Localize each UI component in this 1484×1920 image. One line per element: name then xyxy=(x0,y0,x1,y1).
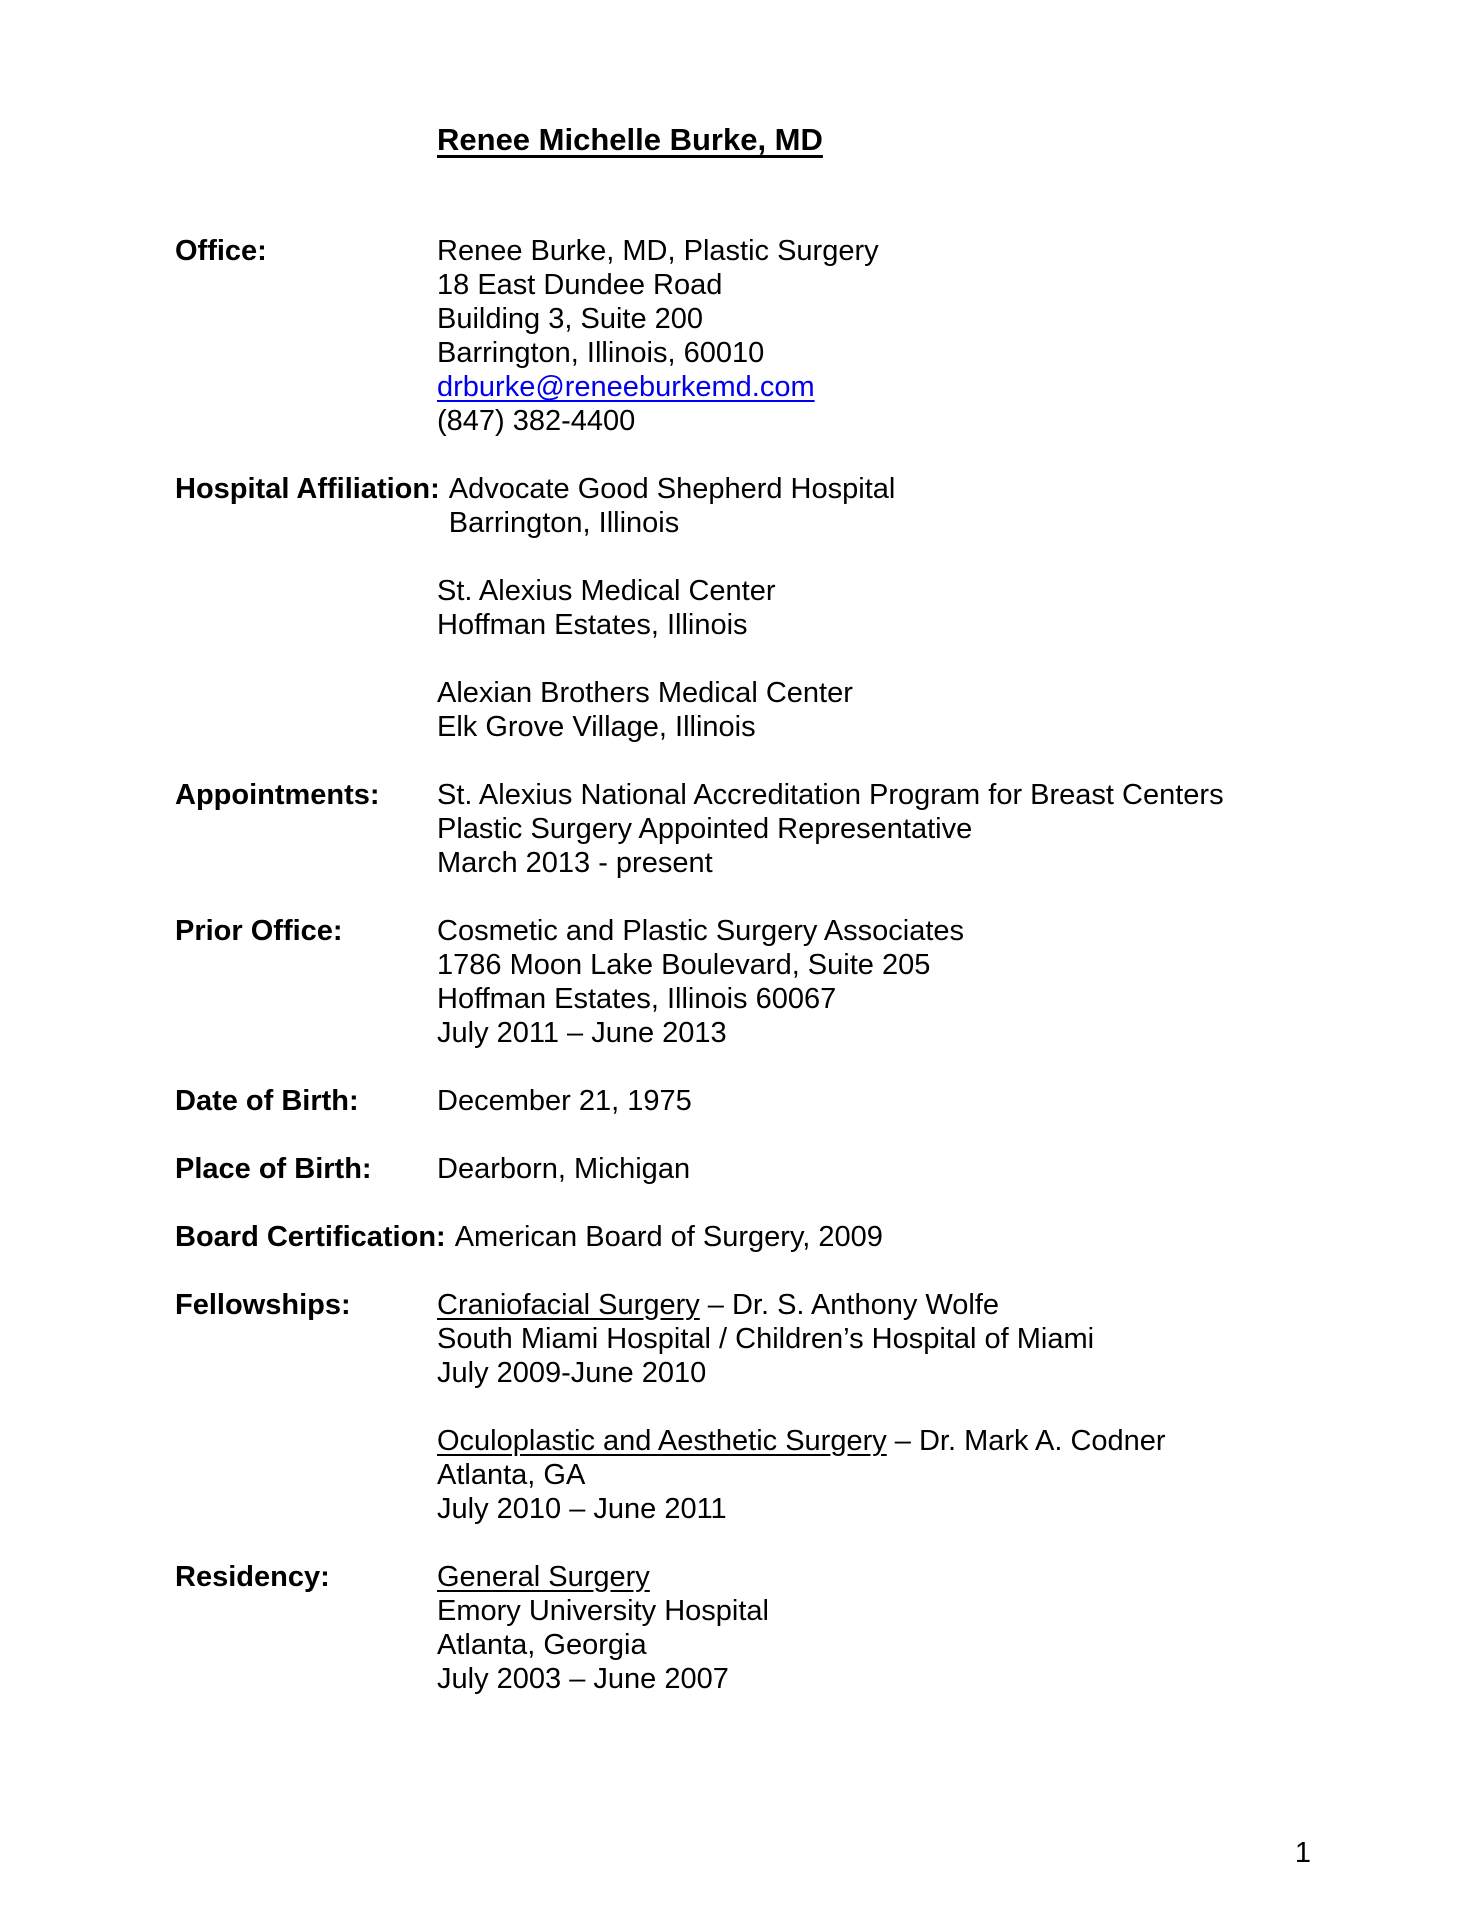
section-row xyxy=(175,1220,1344,1254)
section-line xyxy=(437,370,1344,404)
text-segment: St. Alexius Medical Center xyxy=(437,575,776,607)
section-row xyxy=(175,574,1344,642)
section-label: Fellowships: xyxy=(175,1289,351,1321)
section-line xyxy=(437,1594,1344,1628)
text-segment: – Dr. Mark A. Codner xyxy=(886,1425,1166,1457)
email-link[interactable]: drburke@reneeburkemd.com xyxy=(437,371,815,403)
section-line xyxy=(437,234,1344,268)
section-label: Office: xyxy=(175,235,267,267)
text-segment: Building 3, Suite 200 xyxy=(437,303,704,335)
sections xyxy=(175,234,1344,1696)
text-segment: Barrington, Illinois, 60010 xyxy=(437,337,765,369)
section-line xyxy=(437,1016,1344,1050)
section-content xyxy=(437,1152,1344,1186)
section-line xyxy=(437,1458,1344,1492)
text-segment: Emory University Hospital xyxy=(437,1595,769,1627)
section-content xyxy=(455,1220,1344,1254)
section-line xyxy=(437,1628,1344,1662)
text-segment: Elk Grove Village, Illinois xyxy=(437,711,756,743)
section-line xyxy=(449,472,1344,506)
text-segment: Dearborn, Michigan xyxy=(437,1153,691,1185)
section-label: Hospital Affiliation: xyxy=(175,473,440,505)
section-row xyxy=(175,234,1344,438)
text-segment: Cosmetic and Plastic Surgery Associates xyxy=(437,915,965,947)
section-line xyxy=(437,710,1344,744)
text-segment: December 21, 1975 xyxy=(437,1085,692,1117)
section-line xyxy=(437,1356,1344,1390)
underlined-text: Craniofacial Surgery xyxy=(437,1289,700,1321)
text-segment: St. Alexius National Accreditation Program for Breast Centers xyxy=(437,779,1224,811)
section-line xyxy=(449,506,1344,540)
text-segment: American Board of Surgery, 2009 xyxy=(454,1221,883,1253)
section-label: Place of Birth: xyxy=(175,1153,372,1185)
section-line xyxy=(437,1152,1344,1186)
text-segment: July 2010 – June 2011 xyxy=(437,1493,727,1525)
page-number: 1 xyxy=(1294,1837,1311,1869)
section-label: Prior Office: xyxy=(175,915,343,947)
text-segment: – Dr. S. Anthony Wolfe xyxy=(699,1289,1000,1321)
section-line xyxy=(437,336,1344,370)
section-label: Residency: xyxy=(175,1561,330,1593)
section-row xyxy=(175,1152,1344,1186)
section-line xyxy=(437,1288,1344,1322)
text-segment: July 2011 – June 2013 xyxy=(437,1017,727,1049)
section-content xyxy=(437,574,1344,642)
section-line xyxy=(437,1424,1344,1458)
text-segment: Atlanta, Georgia xyxy=(437,1629,647,1661)
section-line xyxy=(437,268,1344,302)
section-line xyxy=(437,574,1344,608)
section-content xyxy=(449,472,1344,540)
text-segment: 1786 Moon Lake Boulevard, Suite 205 xyxy=(437,949,931,981)
text-segment: (847) 382-4400 xyxy=(437,405,636,437)
section-line xyxy=(437,676,1344,710)
section-content xyxy=(437,778,1344,880)
underlined-text: General Surgery xyxy=(437,1561,650,1593)
section-line xyxy=(437,846,1344,880)
section-label: Board Certification: xyxy=(175,1221,446,1253)
section-row xyxy=(175,472,1344,540)
text-segment: Hoffman Estates, Illinois xyxy=(437,609,748,641)
section-line xyxy=(437,982,1344,1016)
section-line xyxy=(437,1492,1344,1526)
section-line xyxy=(437,778,1344,812)
section-line xyxy=(437,608,1344,642)
section-content xyxy=(437,234,1344,438)
section-line xyxy=(437,1084,1344,1118)
section-content xyxy=(437,1288,1344,1390)
underlined-text: Oculoplastic and Aesthetic Surgery xyxy=(437,1425,887,1457)
section-line xyxy=(437,914,1344,948)
section-row xyxy=(175,1560,1344,1696)
section-line xyxy=(437,404,1344,438)
section-row xyxy=(175,1084,1344,1118)
section-line xyxy=(437,302,1344,336)
section-line xyxy=(437,948,1344,982)
section-label: Appointments: xyxy=(175,779,380,811)
section-line xyxy=(437,1662,1344,1696)
section-row xyxy=(175,778,1344,880)
section-content xyxy=(437,914,1344,1050)
section-line xyxy=(455,1220,1344,1254)
section-content xyxy=(437,1560,1344,1696)
text-segment: South Miami Hospital / Children’s Hospital of Miami xyxy=(437,1323,1095,1355)
section-content xyxy=(437,676,1344,744)
text-segment: Advocate Good Shepherd Hospital xyxy=(448,473,896,505)
section-row xyxy=(175,1288,1344,1390)
section-content xyxy=(437,1424,1344,1526)
section-content xyxy=(437,1084,1344,1118)
section-row xyxy=(175,676,1344,744)
section-line xyxy=(437,1560,1344,1594)
section-label: Date of Birth: xyxy=(175,1085,359,1117)
section-line xyxy=(437,812,1344,846)
text-segment: July 2003 – June 2007 xyxy=(437,1663,729,1695)
section-line xyxy=(437,1322,1344,1356)
text-segment: Atlanta, GA xyxy=(437,1459,586,1491)
text-segment: 18 East Dundee Road xyxy=(437,269,723,301)
text-segment: Plastic Surgery Appointed Representative xyxy=(437,813,973,845)
text-segment: Hoffman Estates, Illinois 60067 xyxy=(437,983,837,1015)
section-row xyxy=(175,914,1344,1050)
text-segment: Alexian Brothers Medical Center xyxy=(437,677,853,709)
document-title: Renee Michelle Burke, MD xyxy=(437,122,823,157)
section-row xyxy=(175,1424,1344,1526)
text-segment: July 2009-June 2010 xyxy=(437,1357,707,1389)
text-segment: Barrington, Illinois xyxy=(448,507,680,539)
text-segment: March 2013 - present xyxy=(437,847,713,879)
text-segment: Renee Burke, MD, Plastic Surgery xyxy=(437,235,879,267)
